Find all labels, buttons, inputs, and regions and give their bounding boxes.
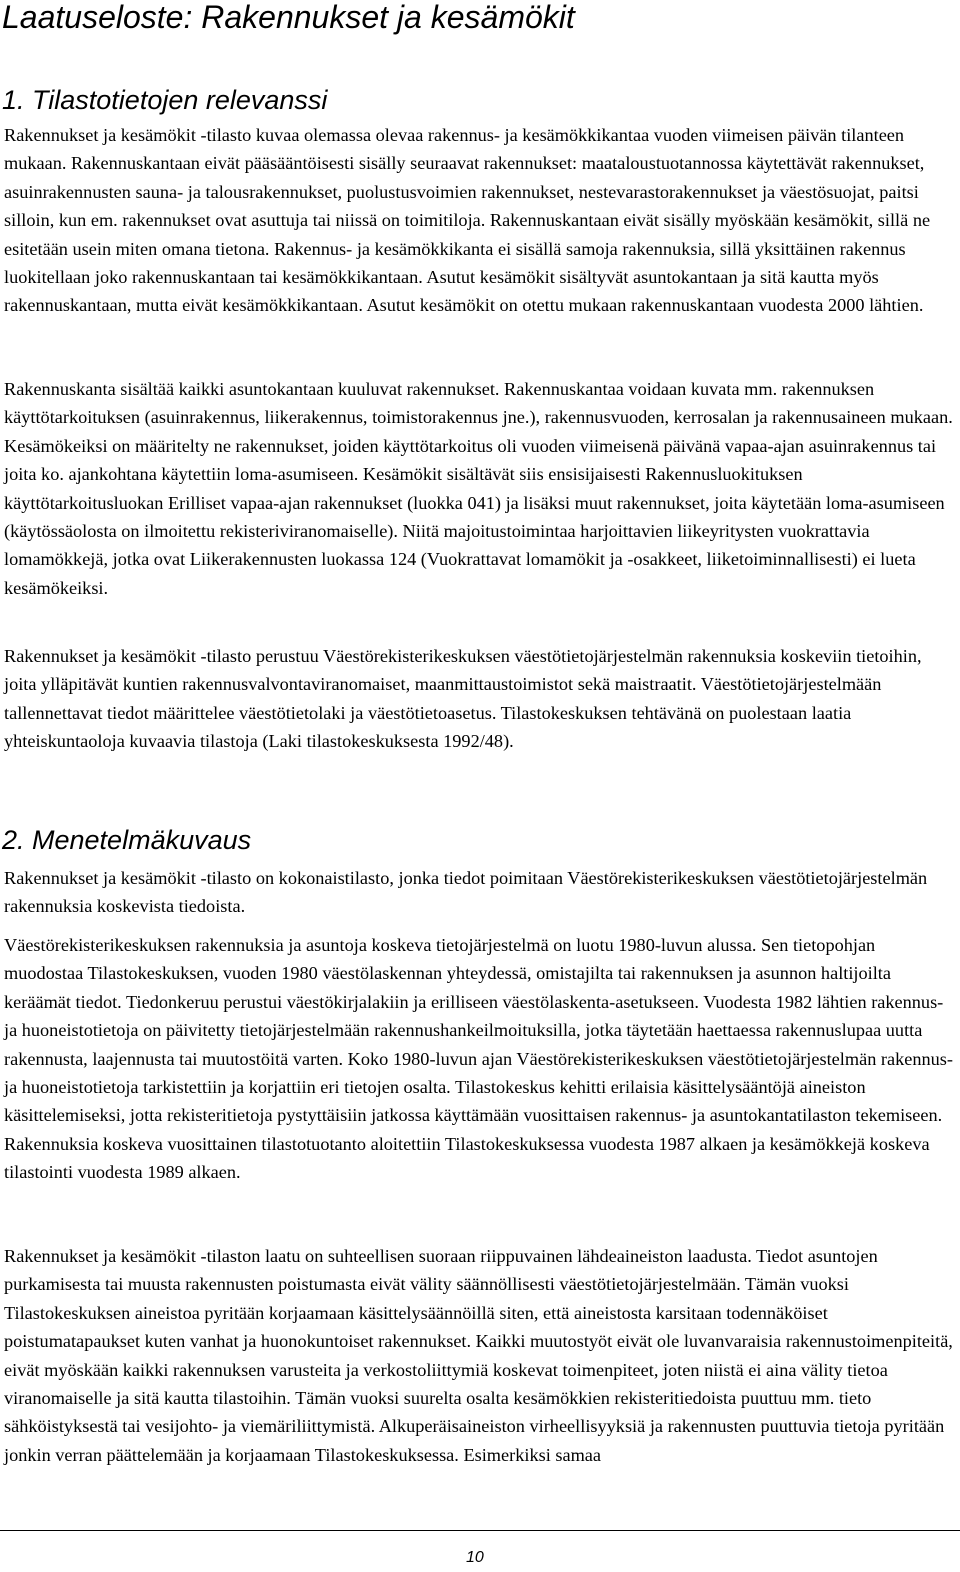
section-heading-method: 2. Menetelmäkuvaus <box>2 825 252 855</box>
paragraph-relevance-2: Rakennuskanta sisältää kaikki asuntokantaan kuuluvat rakennukset. Rakennuskantaa voidaan kuvata mm. rakennuksen käyttötarkoituksen (asuinrakennus, liikerakennus, toimistorakennus jne.), rakennusvuoden, kerrosalan ja rakennusaineen mukaan. Kesämökeiksi on määritelty ne rakennukset, joiden käyttötarkoitus oli vuoden viimeisenä päivänä vapaa-ajan asuinrakennus tai joita ko. ajankohtana käytettiin loma-asumiseen. Kesämökit sisältävät siis ensisijaisesti Rakennusluokituksen käyttötarkoitusluokan Erilliset vapaa-ajan rakennukset (luokka 041) ja lisäksi muut rakennukset, joita käytetään loma-asumiseen (käytössäolosta on ilmoitettu rekisteriviranomaiselle). Niitä majoitustoimintaa harjoittavien liikeyritysten vuokrattavia lomamökkejä, jotka ovat Liikerakennusten luokassa 124 (Vuokrattavat lomamökit ja -osakkeet, liiketoiminnallisesti) ei lueta kesämökeiksi. <box>4 379 953 598</box>
paragraph-relevance-1: Rakennukset ja kesämökit -tilasto kuvaa olemassa olevaa rakennus- ja kesämökkikantaa vuoden viimeisen päivän tilanteen mukaan. Rakennuskantaan eivät pääsääntöisesti sisälly seuraavat rakennukset: maataloustuotannossa käytettävät rakennukset, asuinrakennusten sauna- ja talousrakennukset, puolustusvoimien rakennukset, nestevarastorakennukset ja väestösuojat, paitsi silloin, kun em. rakennukset ovat asuttuja tai niissä on toimitiloja. Rakennuskantaan eivät sisälly myöskään kesämökit, sillä ne esitetään usein miten omana tietona. Rakennus- ja kesämökkikanta ei sisällä samoja rakennuksia, sillä yksittäinen rakennus luokitellaan joko rakennuskantaan tai kesämökkikantaan. Asutut kesämökit sisältyvät asuntokantaan ja sitä kautta myös rakennuskantaan, mutta eivät kesämökkikantaan. Asutut kesämökit on otettu mukaan rakennuskantaan vuodesta 2000 lähtien. <box>4 125 931 316</box>
paragraph-method-1: Rakennukset ja kesämökit -tilasto on kokonaistilasto, jonka tiedot poimitaan Väestörekisterikeskuksen väestötietojärjestelmän rakennuksia koskevista tiedoista. <box>4 868 928 917</box>
document-title: Laatuseloste: Rakennukset ja kesämökit <box>2 0 575 35</box>
paragraph-method-2: Väestörekisterikeskuksen rakennuksia ja asuntoja koskeva tietojärjestelmä on luotu 1980-luvun alussa. Sen tietopohjan muodostaa Tilastokeskuksen, vuoden 1980 väestölaskennan yhteydessä, omistajilta tai rakennuksen ja asunnon haltijoilta keräämät tiedot. Tiedonkeruu perustui väestökirjalakiin ja erilliseen väestölaskenta-asetukseen. Vuodesta 1982 lähtien rakennus- ja huoneistotietoja on päivitetty tietojärjestelmään rakennushankeilmoituksilla, jotka täytetään haettaessa rakennuslupaa uutta rakennusta, laajennusta tai muutostöitä varten. Koko 1980-luvun ajan Väestörekisterikeskuksen väestötietojärjestelmän rakennus- ja huoneistotietoja tarkistettiin ja korjattiin eri tietojen osalta. Tilastokeskus kehitti erilaisia käsittelysääntöjä aineiston käsittelemiseksi, jotta rekisteritietoja pystyttäisiin jatkossa käyttämään vuosittaisen rakennus- ja asuntokantatilaston tekemiseen. Rakennuksia koskeva vuosittainen tilastotuotanto aloitettiin Tilastokeskuksessa vuodesta 1987 alkaen ja kesämökkejä koskeva tilastointi vuodesta 1989 alkaen. <box>4 935 954 1183</box>
paragraph-relevance-3: Rakennukset ja kesämökit -tilasto perustuu Väestörekisterikeskuksen väestötietojärjestelmän rakennuksia koskeviin tietoihin, joita ylläpitävät kuntien rakennusvalvontaviranomaiset, maanmittaustoimistot sekä maistraatit. Väestötietojärjestelmään tallennettavat tiedot määrittelee väestötietolaki ja väestötietoasetus. Tilastokeskuksen tehtävänä on puolestaan laatia yhteiskuntaoloja kuvaavia tilastoja (Laki tilastokeskuksesta 1992/48). <box>4 646 922 752</box>
paragraph-method-3: Rakennukset ja kesämökit -tilaston laatu on suhteellisen suoraan riippuvainen lähdeaineiston laadusta. Tiedot asuntojen purkamisesta tai muusta rakennusten poistumasta eivät välity säännöllisesti väestötietojärjestelmään. Tämän vuoksi Tilastokeskuksen aineistoa pyritään korjaamaan käsittelysäännöillä siten, että aineistosta karsitaan todennäköiset poistumatapaukset kuten vanhat ja huonokuntoiset rakennukset. Kaikki muutostyöt eivät ole luvanvaraisia rakennustoimenpiteitä, eivät myöskään kaikki rakennuksen varusteita ja verkostoliittymiä koskevat toimenpiteet, joten niistä ei aina välity tietoa viranomaiselle ja sitä kautta tilastoihin. Tämän vuoksi suurelta osalta kesämökkien rekisteritiedoista puuttuu mm. tieto sähköistyksestä tai vesijohto- ja viemäriliittymistä. Alkuperäisaineiston virheellisyyksiä ja rakennusten puuttuvia tietoja pyritään jonkin verran päättelemään ja korjaamaan Tilastokeskuksessa. Esimerkiksi samaa <box>4 1246 953 1465</box>
page-number: 10 <box>466 1549 484 1566</box>
footer-divider <box>0 1530 960 1531</box>
section-heading-relevance: 1. Tilastotietojen relevanssi <box>2 85 328 115</box>
